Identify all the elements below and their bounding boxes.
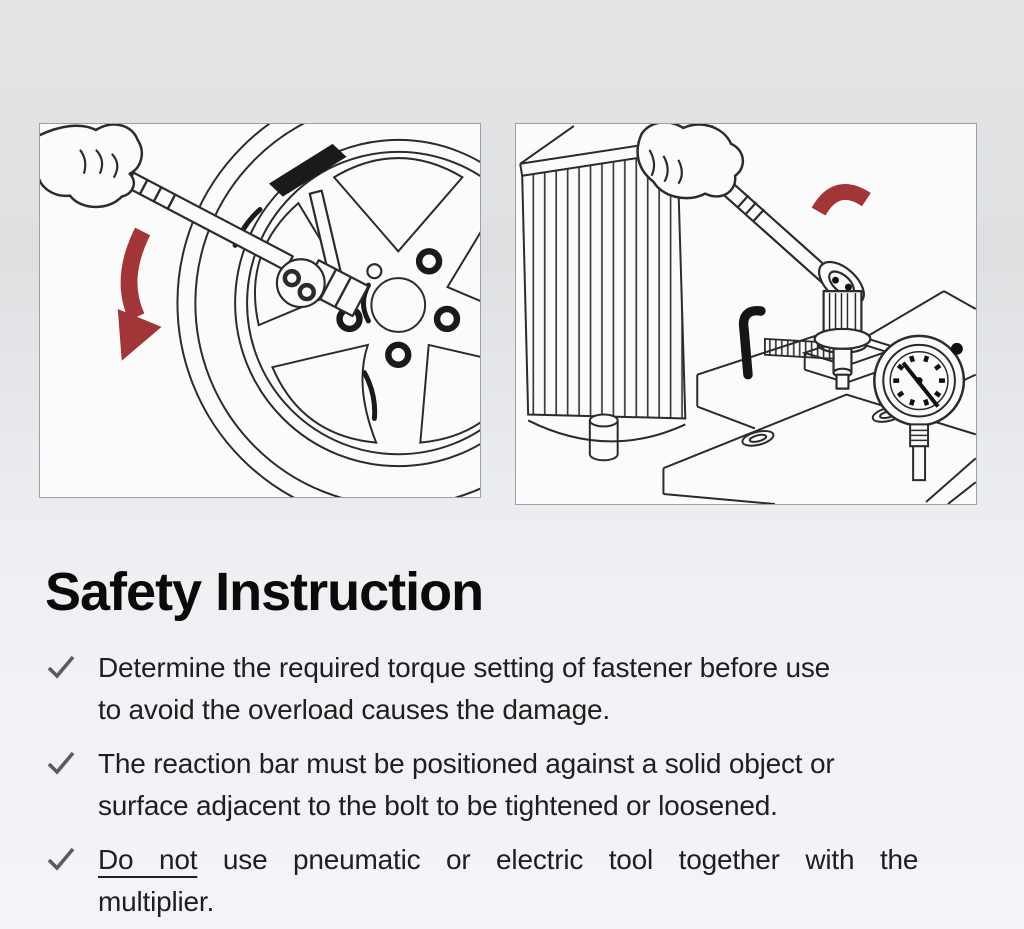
reaction-handle (744, 311, 761, 375)
check-icon (45, 647, 77, 680)
wheel-rim (177, 124, 480, 497)
machine-illustration-panel (515, 123, 977, 505)
safety-item-text: multiplier. (98, 886, 215, 917)
hand-illustration (40, 125, 142, 207)
reaction-blade (269, 144, 347, 197)
wheel-illustration-panel (39, 123, 481, 498)
safety-item (45, 839, 979, 923)
check-icon (45, 839, 77, 872)
wheel-torque-illustration (40, 124, 480, 497)
do-not-emphasis: Do not (98, 844, 198, 875)
safety-item-text: The reaction bar must be positioned against a solid object or (98, 748, 835, 779)
page-title: Safety Instruction (45, 562, 484, 622)
safety-item (45, 647, 979, 731)
safety-item (45, 743, 979, 827)
check-icon (45, 743, 77, 776)
safety-item-text: to avoid the overload causes the damage. (98, 694, 610, 725)
pressure-gauge (874, 336, 964, 480)
safety-item-text: surface adjacent to the bolt to be tightened or loosened. (98, 790, 778, 821)
safety-item-text: Determine the required torque setting of fastener before use (98, 652, 830, 683)
safety-item-text (98, 839, 979, 881)
direction-arrow-icon (794, 192, 866, 248)
safety-section (45, 561, 979, 929)
machine-torque-illustration (516, 124, 976, 504)
safety-list (45, 647, 979, 923)
rotation-arrow-icon (118, 231, 162, 360)
safety-item-text-rest: use pneumatic or electric tool together with the (222, 844, 919, 875)
